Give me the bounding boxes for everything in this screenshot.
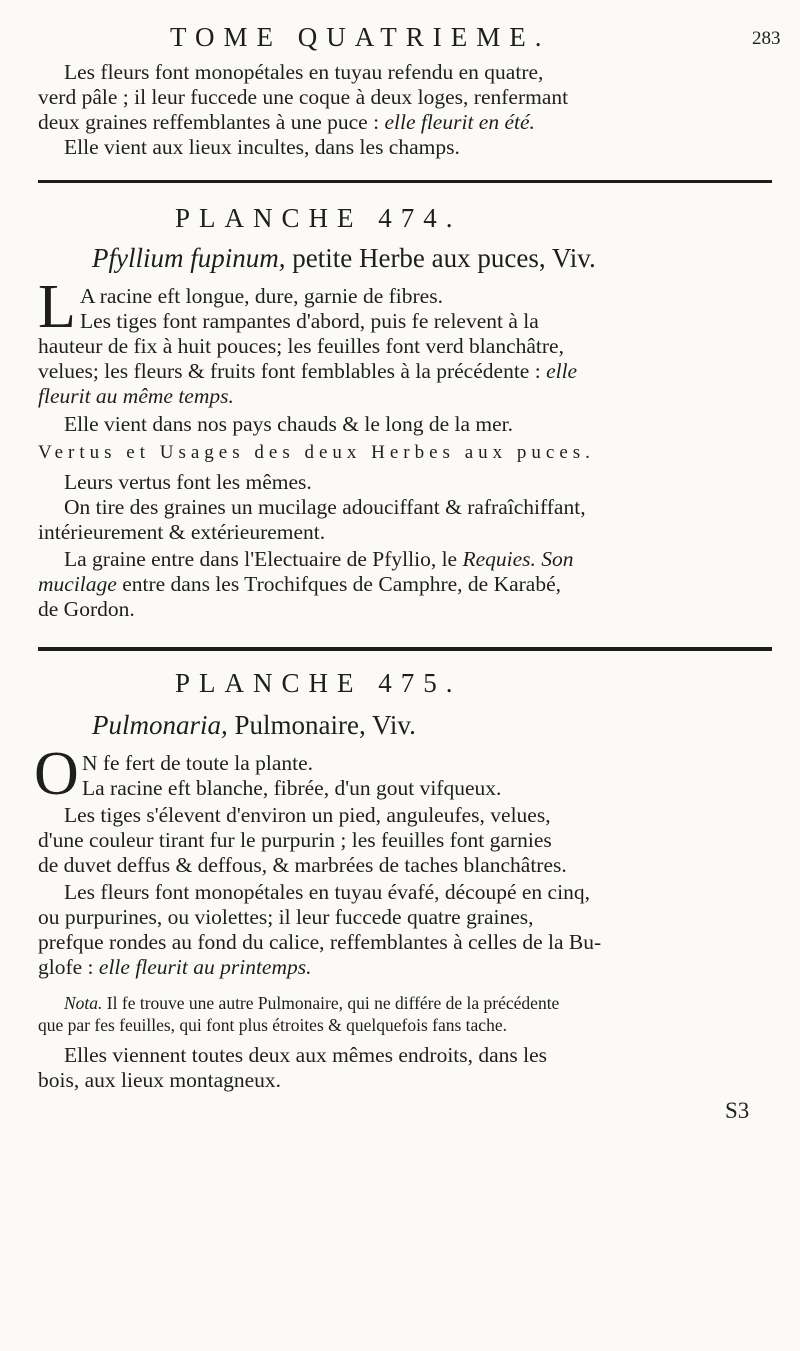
- plate-475-line-3: Les tiges s'élevent d'environ un pied, anguleufes, velues,: [64, 803, 551, 827]
- plate-475-line-1: N fe fert de toute la plante.: [82, 751, 314, 775]
- plate-474-line-2: Les tiges font rampantes d'abord, puis fe relevent à la: [80, 309, 539, 333]
- plate-474-name: Pfyllium fupinum, petite Herbe aux puces, Viv.: [92, 243, 596, 273]
- plate-475-line-11: bois, aux lieux montagneux.: [38, 1068, 282, 1092]
- plate-475-line-4: d'une couleur tirant fur le purpurin ; les feuilles font garnies: [38, 828, 552, 852]
- drop-cap-l: L: [38, 273, 76, 341]
- plate-475-line-2: La racine eft blanche, fibrée, d'un gout vifqueux.: [82, 776, 502, 800]
- plate-475-line-7: ou purpurines, ou violettes; il leur fuccede quatre graines,: [38, 905, 534, 929]
- section-divider: [38, 180, 772, 183]
- plate-474-line-12: de Gordon.: [38, 597, 135, 621]
- plate-474-line-11: mucilage entre dans les Trochifques de Camphre, de Karabé,: [38, 572, 562, 596]
- section-divider: [38, 647, 772, 651]
- nota-line-2: que par fes feuilles, qui font plus étroites & quelquefois fans tache.: [38, 1015, 507, 1035]
- plate-475-line-6: Les fleurs font monopétales en tuyau évafé, découpé en cinq,: [64, 880, 590, 904]
- intro-line-3: deux graines reffemblantes à une puce : elle fleurit en été.: [38, 110, 535, 134]
- page-number: 283: [752, 28, 781, 49]
- intro-line-1: Les fleurs font monopétales en tuyau refendu en quatre,: [64, 60, 544, 84]
- intro-line-4: Elle vient aux lieux incultes, dans les champs.: [64, 135, 460, 159]
- nota-line-1: Nota. Il fe trouve une autre Pulmonaire, qui ne différe de la précédente: [64, 993, 560, 1013]
- plate-474-line-8: On tire des graines un mucilage adouciffant & rafraîchiffant,: [64, 495, 586, 519]
- plate-475-line-9: glofe : elle fleurit au printemps.: [38, 955, 312, 979]
- signature-mark: S3: [725, 1098, 750, 1123]
- plate-474-line-6: Elle vient dans nos pays chauds & le long de la mer.: [64, 412, 514, 436]
- virtues-heading: Vertus et Usages des deux Herbes aux puces.: [38, 442, 595, 463]
- drop-cap-o: O: [34, 740, 79, 808]
- running-head: TOME QUATRIEME.: [170, 22, 551, 52]
- plate-474-line-4: velues; les fleurs & fruits font femblables à la précédente : elle: [38, 359, 578, 383]
- plate-474-title: PLANCHE 474.: [175, 203, 462, 233]
- plate-474-line-7: Leurs vertus font les mêmes.: [64, 470, 312, 494]
- plate-474-line-3: hauteur de fix à huit pouces; les feuilles font verd blanchâtre,: [38, 334, 564, 358]
- plate-475-line-5: de duvet deffus & deffous, & marbrées de taches blanchâtres.: [38, 853, 567, 877]
- plate-474-line-1: A racine eft longue, dure, garnie de fibres.: [80, 284, 443, 308]
- plate-475-line-8: prefque rondes au fond du calice, reffemblantes à celles de la Bu-: [38, 930, 602, 954]
- plate-475-line-10: Elles viennent toutes deux aux mêmes endroits, dans les: [64, 1043, 548, 1067]
- plate-475-name: Pulmonaria, Pulmonaire, Viv.: [92, 710, 416, 740]
- plate-475-title: PLANCHE 475.: [175, 668, 462, 698]
- plate-474-line-9: intérieurement & extérieurement.: [38, 520, 326, 544]
- plate-474-line-10: La graine entre dans l'Electuaire de Pfyllio, le Requies. Son: [64, 547, 574, 571]
- intro-line-2: verd pâle ; il leur fuccede une coque à deux loges, renfermant: [38, 85, 569, 109]
- plate-474-line-5: fleurit au même temps.: [38, 384, 234, 408]
